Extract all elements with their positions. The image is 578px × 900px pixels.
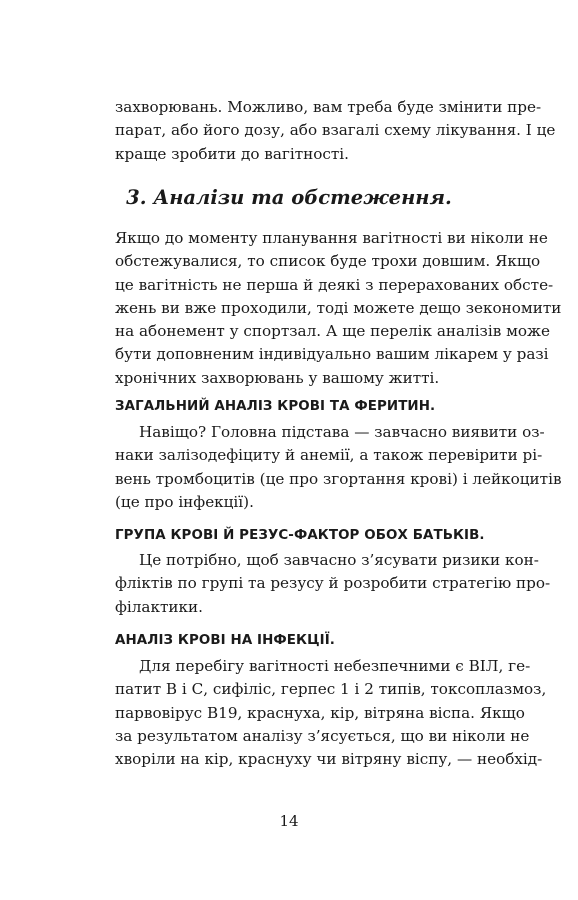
text-line: Навіщо? Головна підстава — завчасно виявити оз- (139, 423, 545, 441)
text-line: жень ви вже проходили, тоді можете дещо зекономити (115, 298, 562, 317)
text-line: парат, або його дозу, або взагалі схему лікування. І це (115, 121, 556, 140)
text-line: захворювань. Можливо, вам треба буде змінити пре- (115, 98, 542, 116)
section-heading: 3. Аналізи та обстеження. (126, 186, 452, 209)
text-line: хронічних захворювань у вашому житті. (115, 368, 440, 387)
text-line: за результатом аналізу з’ясується, що ви ніколи не (115, 726, 530, 745)
text-line: Це потрібно, щоб завчасно з’ясувати ризики кон- (139, 551, 539, 569)
section-intro-paragraph (115, 227, 562, 390)
text-line: це вагітність не перша й деякі з перерахованих обсте- (115, 275, 554, 294)
text-line: Для перебігу вагітності небезпечними є ВІЛ, ге- (139, 657, 531, 675)
subsection-title-infections: АНАЛІЗ КРОВІ НА ІНФЕКЦІЇ. (115, 633, 335, 648)
text-line: парвовірус В19, краснуха, кір, вітряна віспа. Якщо (115, 703, 525, 722)
text-line: Якщо до моменту планування вагітності ви ніколи не (115, 229, 548, 247)
text-line: фліктів по групі та резусу й розробити стратегію про- (115, 574, 551, 593)
text-line: філактики. (115, 597, 203, 616)
text-line: хворіли на кір, краснуху чи вітряну віспу, — необхід- (115, 750, 543, 769)
text-line: на абонемент у спортзал. А ще перелік аналізів може (115, 322, 550, 341)
intro-paragraph (115, 96, 556, 166)
text-line: патит В і С, сифіліс, герпес 1 і 2 типів, токсоплазмоз, (115, 680, 547, 699)
subsection-title-blood-test: ЗАГАЛЬНИЙ АНАЛІЗ КРОВІ ТА ФЕРИТИН. (115, 399, 436, 414)
subsection-body-blood-test (115, 421, 562, 514)
subsection-body-infections (115, 655, 547, 771)
subsection-body-blood-group (115, 549, 551, 619)
text-line: бути доповненим індивідуально вашим лікарем у разі (115, 345, 549, 364)
subsection-title-blood-group: ГРУПА КРОВІ Й РЕЗУС-ФАКТОР ОБОХ БАТЬКІВ. (115, 528, 485, 543)
text-line: краще зробити до вагітності. (115, 144, 349, 163)
text-line: (це про інфекції). (115, 492, 254, 511)
text-line: обстежувалися, то список буде трохи довшим. Якщо (115, 252, 541, 271)
text-line: вень тромбоцитів (це про згортання крові) і лейкоцитів (115, 469, 562, 488)
text-line: наки залізодефіциту й анемії, а також перевірити рі- (115, 446, 543, 465)
page-number: 14 (279, 812, 299, 830)
